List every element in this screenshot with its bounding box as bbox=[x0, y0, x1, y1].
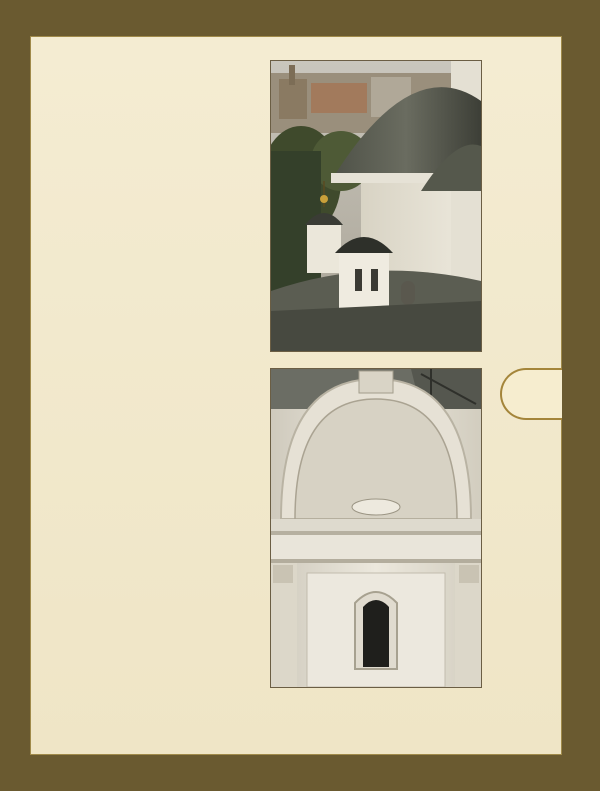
photo-white-stone-shell bbox=[270, 368, 482, 688]
text-column bbox=[38, 46, 256, 55]
photo-apses-domes bbox=[270, 60, 482, 352]
ornamental-border-bottom bbox=[0, 755, 600, 791]
ornament-pattern-left bbox=[0, 0, 30, 791]
ornamental-border-top bbox=[0, 0, 600, 36]
ornamental-border-left bbox=[0, 0, 30, 791]
ornament-pattern-right bbox=[562, 0, 600, 791]
photo-caption bbox=[40, 706, 540, 707]
ornament-pattern-bottom bbox=[0, 755, 600, 791]
page-number bbox=[500, 368, 562, 420]
ornament-pattern-top bbox=[0, 0, 600, 36]
ornamental-border-right bbox=[562, 0, 600, 791]
